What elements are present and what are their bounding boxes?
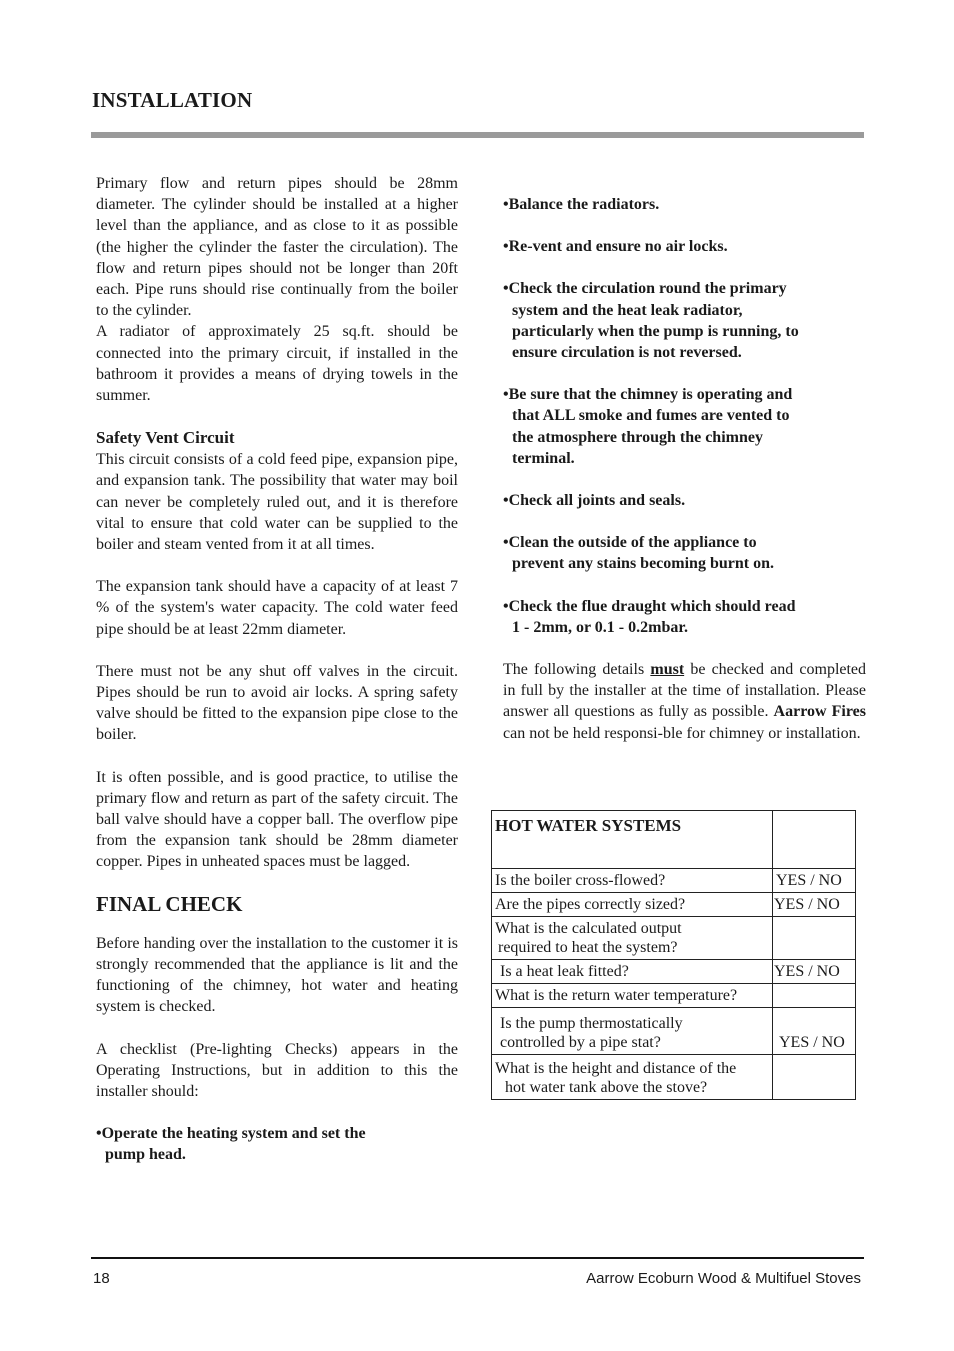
paragraph-good-practice: It is often possible, and is good practice, to utilise the primary flow and return as part of the safety circuit. The ball valve should have a copper ball. The overflow pipe from the expansion tank should be 28mm diameter copper. Pipes in unheated spaces must be lagged. [96, 768, 458, 871]
paragraph-expansion-tank: The expansion tank should have a capacity of at least 7 % of the system's water capacity. The cold water feed pipe should be at least 22mm diameter. [96, 578, 458, 638]
paragraph-safety-circuit: This circuit consists of a cold feed pipe, expansion pipe, and expansion tank. The possibility that water may boil can never be completely ruled out, and it is therefore vital to ensure that cold water can be supplied to the boiler and steam vented from it at all times. [96, 451, 458, 554]
table-row: Is the boiler cross-flowed? YES / NO [492, 869, 856, 893]
bullet-check-circulation: •Check the circulation round the primary system and the heat leak radiator, particularly when the pump is running, to ensure circulation is not reversed. [503, 280, 799, 362]
paragraph-checklist: A checklist (Pre-lighting Checks) appears in the Operating Instructions, but in addition to this the installer should: [96, 1040, 458, 1100]
bullet-re-vent: •Re-vent and ensure no air locks. [503, 238, 728, 256]
safety-vent-heading: Safety Vent Circuit [96, 428, 235, 448]
right-column [503, 194, 866, 744]
paragraph-installer-details: The following details must be checked and completed in full by the installer at the time of installation. Please answer all questions as fully as possible. Aarrow Fires can not be held responsi-ble for chimney or installation. [503, 661, 867, 742]
left-column [96, 173, 458, 1166]
footer-doc-title: Aarrow Ecoburn Wood & Multifuel Stoves [586, 1270, 861, 1287]
footer-rule [91, 1257, 864, 1259]
emphasis-must: must [650, 661, 685, 679]
table-header-row [492, 811, 856, 869]
header-rule [91, 132, 864, 138]
bullet-flue-draught: •Check the flue draught which should read 1 - 2mm, or 0.1 - 0.2mbar. [503, 597, 796, 636]
page-heading: INSTALLATION [92, 88, 253, 112]
table-row: Are the pipes correctly sized? YES / NO [492, 893, 856, 917]
bullet-operate-heating: •Operate the heating system and set the pump head. [96, 1125, 366, 1164]
table-row: What is the calculated output required to heat the system? [492, 917, 856, 960]
table-title: HOT WATER SYSTEMS [492, 811, 773, 869]
bullet-chimney: •Be sure that the chimney is operating and that ALL smoke and fumes are vented to the atmosphere through the chimney terminal. [503, 386, 793, 467]
bullet-joints-seals: •Check all joints and seals. [503, 492, 686, 510]
table-row: Is a heat leak fitted? YES / NO [492, 960, 856, 984]
table-row: Is the pump thermostatically controlled by a pipe stat? YES / NO [492, 1008, 856, 1055]
table-header-blank [773, 811, 856, 869]
paragraph-shut-off-valves: There must not be any shut off valves in the circuit. Pipes should be run to avoid air locks. A spring safety valve should be fitted to the expansion pipe close to the boiler. [96, 662, 458, 744]
table-row: What is the return water temperature? [492, 984, 856, 1008]
bullet-clean-outside: •Clean the outside of the appliance to prevent any stains becoming burnt on. [503, 534, 774, 573]
paragraph-handover: Before handing over the installation to the customer it is strongly recommended that the appliance is lit and the functioning of the chimney, hot water and heating system is checked. [96, 934, 458, 1016]
paragraph-primary-pipes: Primary flow and return pipes should be 28mm diameter. The cylinder should be installed at a higher level than the appliance, and as close to it as possible (the higher the cylinder the faster the circulation). The flow and return pipes should not be longer than 20ft each. Pipe runs should rise continually from the boiler to the cylinder. [96, 175, 458, 320]
paragraph-radiator: A radiator of approximately 25 sq.ft. should be connected into the primary circuit, if installed in the bathroom it provides a means of drying towels in the summer. [96, 323, 458, 405]
brand-name: Aarrow Fires [773, 703, 866, 721]
page-number: 18 [93, 1270, 110, 1287]
table-row: What is the height and distance of the hot water tank above the stove? [492, 1055, 856, 1100]
bullet-balance-radiators: •Balance the radiators. [503, 196, 660, 213]
final-check-heading: FINAL CHECK [96, 891, 243, 916]
hot-water-systems-table [491, 810, 856, 1100]
